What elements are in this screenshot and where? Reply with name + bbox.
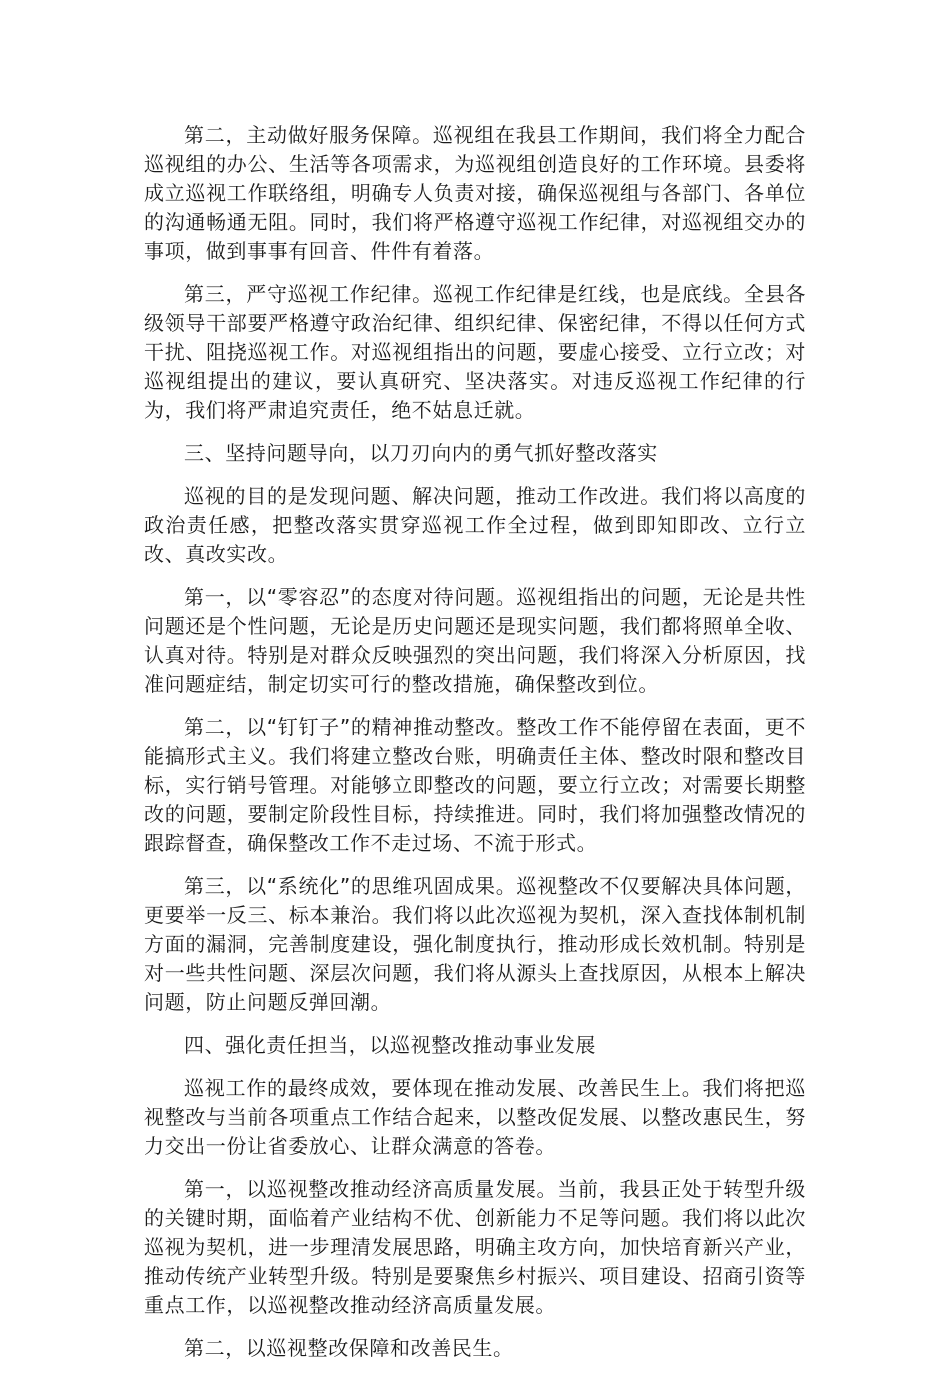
paragraph-zero-tolerance: 第一，以“零容忍”的态度对待问题。巡视组指出的问题，无论是共性问题还是个性问题，无论是历史问题还是现实问题，我们都将照单全收、认真对待。特别是对群众反映强烈的突出问题，我们将深入分析原因，找准问题症结，制定切实可行的整改措施，确保整改到位。	[144, 585, 806, 696]
section-heading-three: 三、坚持问题导向，以刀刃向内的勇气抓好整改落实	[184, 441, 658, 465]
paragraph-service-guarantee: 第二，主动做好服务保障。巡视组在我县工作期间，我们将全力配合巡视组的办公、生活等各项需求，为巡视组创造良好的工作环境。县委将成立巡视工作联络组，明确专人负责对接，确保巡视组与各部门、各单位的沟通畅通无阻。同时，我们将严格遵守巡视工作纪律，对巡视组交办的事项，做到事事有回音、件件有着落。	[144, 123, 806, 263]
paragraph-nail-spirit: 第二，以“钉钉子”的精神推动整改。整改工作不能停留在表面，更不能搞形式主义。我们将建立整改台账，明确责任主体、整改时限和整改目标，实行销号管理。对能够立即整改的问题，要立行立改；对需要长期整改的问题，要制定阶段性目标，持续推进。同时，我们将加强整改情况的跟踪督查，确保整改工作不走过场、不流于形式。	[144, 715, 806, 855]
section-heading-four: 四、强化责任担当，以巡视整改推动事业发展	[184, 1033, 596, 1057]
paragraph-inspection-discipline: 第三，严守巡视工作纪律。巡视工作纪律是红线，也是底线。全县各级领导干部要严格遵守政治纪律、组织纪律、保密纪律，不得以任何方式干扰、阻挠巡视工作。对巡视组指出的问题，要虚心接受、立行立改；对巡视组提出的建议，要认真研究、坚决落实。对违反巡视工作纪律的行为，我们将严肃追究责任，绝不姑息迁就。	[144, 282, 806, 422]
paragraph-livelihood: 第二，以巡视整改保障和改善民生。	[184, 1336, 514, 1360]
paragraph-inspection-purpose: 巡视的目的是发现问题、解决问题，推动工作改进。我们将以高度的政治责任感，把整改落实贯穿巡视工作全过程，做到即知即改、立行立改、真改实改。	[144, 484, 806, 566]
paragraph-systematic-thinking: 第三，以“系统化”的思维巩固成果。巡视整改不仅要解决具体问题，更要举一反三、标本兼治。我们将以此次巡视为契机，深入查找体制机制方面的漏洞，完善制度建设，强化制度执行，推动形成长效机制。特别是对一些共性问题、深层次问题，我们将从源头上查找原因，从根本上解决问题，防止问题反弹回潮。	[144, 874, 806, 1014]
paragraph-final-effect: 巡视工作的最终成效，要体现在推动发展、改善民生上。我们将把巡视整改与当前各项重点工作结合起来，以整改促发展、以整改惠民生，努力交出一份让省委放心、让群众满意的答卷。	[144, 1076, 806, 1158]
paragraph-economic-development: 第一，以巡视整改推动经济高质量发展。当前，我县正处于转型升级的关键时期，面临着产业结构不优、创新能力不足等问题。我们将以此次巡视为契机，进一步理清发展思路，明确主攻方向，加快培育新兴产业，推动传统产业转型升级。特别是要聚焦乡村振兴、项目建设、招商引资等重点工作，以巡视整改推动经济高质量发展。	[144, 1177, 806, 1317]
document-body	[144, 121, 806, 1377]
